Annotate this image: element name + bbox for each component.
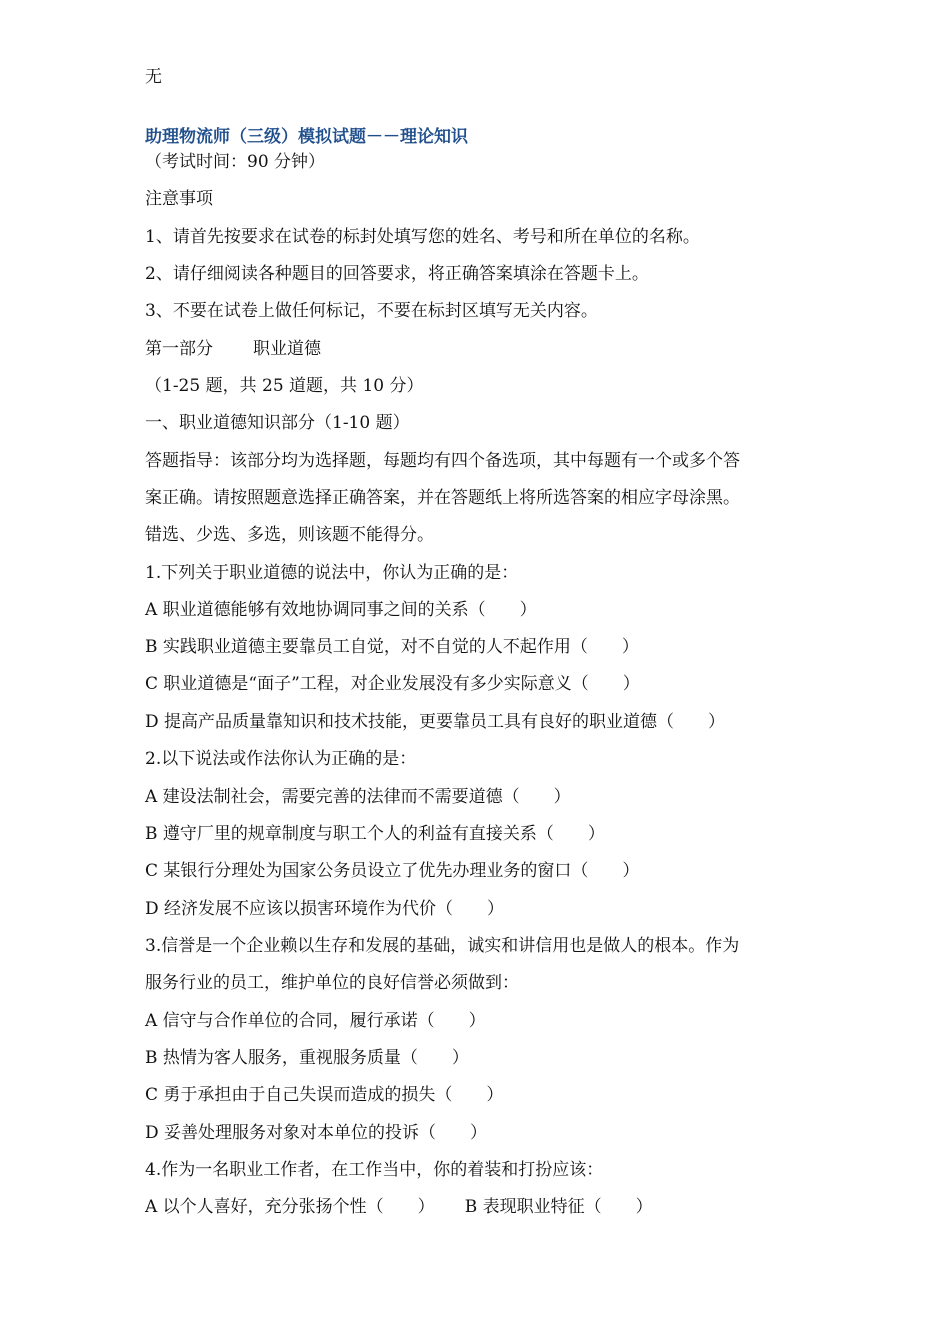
guide-line: 错选、少选、多选，则该题不能得分。 (145, 525, 434, 545)
guide-line: 案正确。请按照题意选择正确答案，并在答题纸上将所选答案的相应字母涂黑。 (145, 488, 740, 508)
part-name: 职业道德 (253, 339, 321, 359)
option-c: C 职业道德是“面子”工程，对企业发展没有多少实际意义（ ） (145, 674, 640, 694)
option-b: B 遵守厂里的规章制度与职工个人的利益有直接关系（ ） (145, 824, 605, 844)
option-a: A 建设法制社会，需要完善的法律而不需要道德（ ） (145, 787, 571, 807)
option-b: B 热情为客人服务，重视服务质量（ ） (145, 1048, 469, 1068)
guide-line: 答题指导：该部分均为选择题，每题均有四个备选项，其中每题有一个或多个答 (145, 451, 740, 471)
notice-heading: 注意事项 (145, 189, 213, 209)
section-heading: 一、职业道德知识部分（1-10 题） (145, 413, 410, 433)
notice-item: 2、请仔细阅读各种题目的回答要求，将正确答案填涂在答题卡上。 (145, 264, 649, 284)
option-a: A 以个人喜好，充分张扬个性（ ） (145, 1197, 435, 1217)
part-heading (145, 337, 321, 361)
question-stem: 4.作为一名职业工作者，在工作当中，你的着装和打扮应该： (145, 1160, 604, 1180)
question-stem-cont: 服务行业的员工，维护单位的良好信誉必须做到： (145, 973, 519, 993)
notice-item: 3、不要在试卷上做任何标记，不要在标封区填写无关内容。 (145, 301, 598, 321)
notice-item: 1、请首先按要求在试卷的标封处填写您的姓名、考号和所在单位的名称。 (145, 227, 700, 247)
option-d: D 提高产品质量靠知识和技术技能，更要靠员工具有良好的职业道德（ ） (145, 712, 726, 732)
question-stem: 1.下列关于职业道德的说法中，你认为正确的是： (145, 563, 519, 583)
option-b: B 实践职业道德主要靠员工自觉，对不自觉的人不起作用（ ） (145, 637, 639, 657)
option-a: A 职业道德能够有效地协调同事之间的关系（ ） (145, 600, 537, 620)
option-c: C 勇于承担由于自己失误而造成的损失（ ） (145, 1085, 504, 1105)
page-title: 助理物流师（三级）模拟试题－－理论知识 (145, 127, 468, 147)
exam-time: （考试时间：90 分钟） (145, 152, 326, 172)
options-row (145, 1195, 653, 1219)
question-stem: 3.信誉是一个企业赖以生存和发展的基础，诚实和讲信用也是做人的根本。作为 (145, 936, 740, 956)
option-a: A 信守与合作单位的合同，履行承诺（ ） (145, 1011, 486, 1031)
header-text: 无 (145, 67, 162, 87)
option-d: D 经济发展不应该以损害环境作为代价（ ） (145, 899, 505, 919)
part-range: （1-25 题，共 25 道题，共 10 分） (145, 376, 424, 396)
option-c: C 某银行分理处为国家公务员设立了优先办理业务的窗口（ ） (145, 861, 640, 881)
part-number: 第一部分 (145, 339, 213, 359)
option-d: D 妥善处理服务对象对本单位的投诉（ ） (145, 1123, 488, 1143)
question-stem: 2.以下说法或作法你认为正确的是： (145, 749, 417, 769)
option-b: B 表现职业特征（ ） (464, 1197, 653, 1217)
